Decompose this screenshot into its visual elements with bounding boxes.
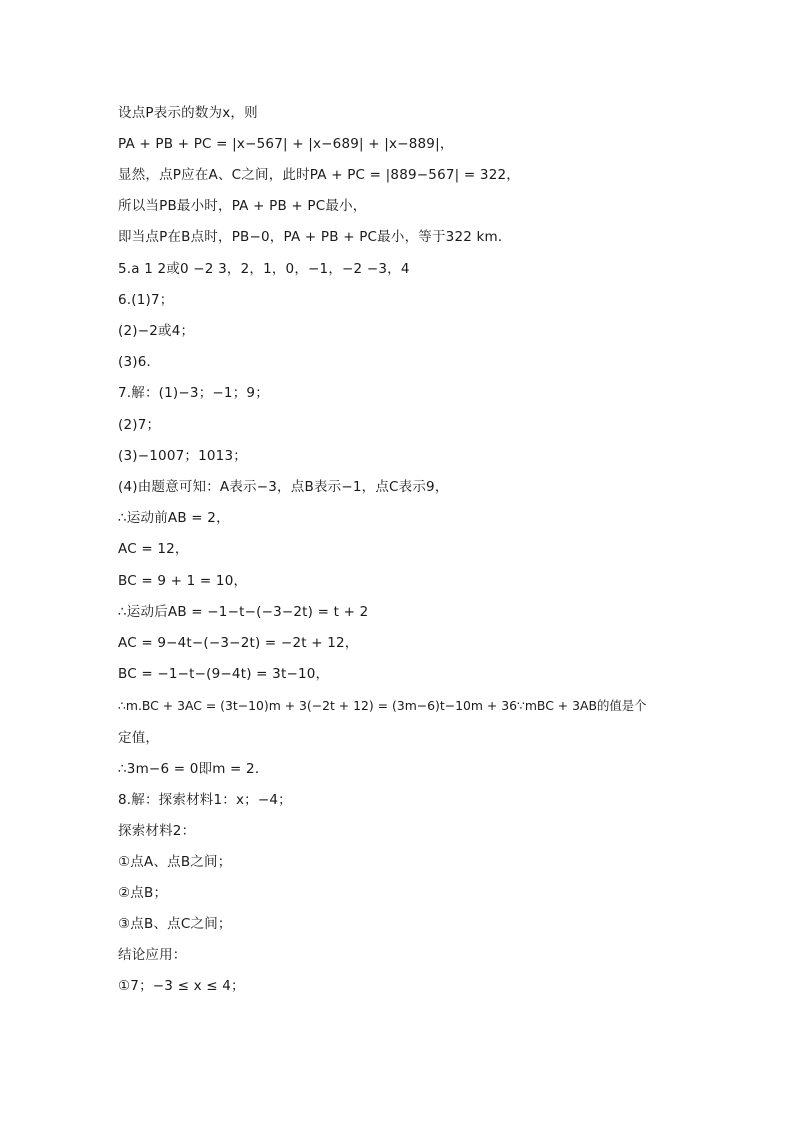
text-line-8: (2)−2或4； <box>118 323 195 339</box>
text-line-1: 设点P表示的数为x，则 <box>118 105 258 121</box>
text-line-7: 6.(1)7； <box>118 292 174 308</box>
text-line-14: ∴运动前AB = 2， <box>118 510 230 526</box>
text-line-13: (4)由题意可知：A表示−3，点B表示−1，点C表示9， <box>118 479 449 495</box>
text-line-20: ∴m.BC + 3AC = (3t−10)m + 3(−2t + 12) = (3m−6)t−10m + 36∵mBC + 3AB的值是个 <box>118 698 647 713</box>
text-line-24: 探索材料2： <box>118 823 196 839</box>
text-line-6: 5.a 1 2或0 −2 3，2，1，0，−1，−2 −3，4 <box>118 261 410 277</box>
text-line-16: BC = 9 + 1 = 10， <box>118 573 248 589</box>
text-line-10: 7.解：(1)−3；−1；9； <box>118 385 269 401</box>
text-line-11: (2)7； <box>118 417 161 433</box>
text-line-23: 8.解：探索材料1：x；−4； <box>118 792 292 808</box>
text-line-15: AC = 12， <box>118 541 189 557</box>
text-line-12: (3)−1007；1013； <box>118 448 247 464</box>
text-line-22: ∴3m−6 = 0即m = 2． <box>118 761 269 777</box>
text-line-9: (3)6． <box>118 354 161 370</box>
text-line-2: PA + PB + PC = |x−567| + |x−689| + |x−889|， <box>118 136 454 152</box>
text-line-4: 所以当PB最小时，PA + PB + PC最小， <box>118 198 367 214</box>
text-line-18: AC = 9−4t−(−3−2t) = −2t + 12， <box>118 635 359 651</box>
text-line-5: 即当点P在B点时，PB−0，PA + PB + PC最小，等于322 km． <box>118 229 512 245</box>
text-line-29: ①7；−3 ≤ x ≤ 4； <box>118 978 245 994</box>
text-line-19: BC = −1−t−(9−4t) = 3t−10， <box>118 666 330 682</box>
text-line-28: 结论应用： <box>118 947 187 963</box>
text-line-26: ②点B； <box>118 885 168 901</box>
text-line-25: ①点A、点B之间； <box>118 854 232 870</box>
text-line-21: 定值， <box>118 730 160 746</box>
text-line-27: ③点B、点C之间； <box>118 916 232 932</box>
text-line-17: ∴运动后AB = −1−t−(−3−2t) = t + 2 <box>118 604 369 620</box>
text-line-3: 显然，点P应在A、C之间，此时PA + PC = |889−567| = 322， <box>118 167 520 183</box>
